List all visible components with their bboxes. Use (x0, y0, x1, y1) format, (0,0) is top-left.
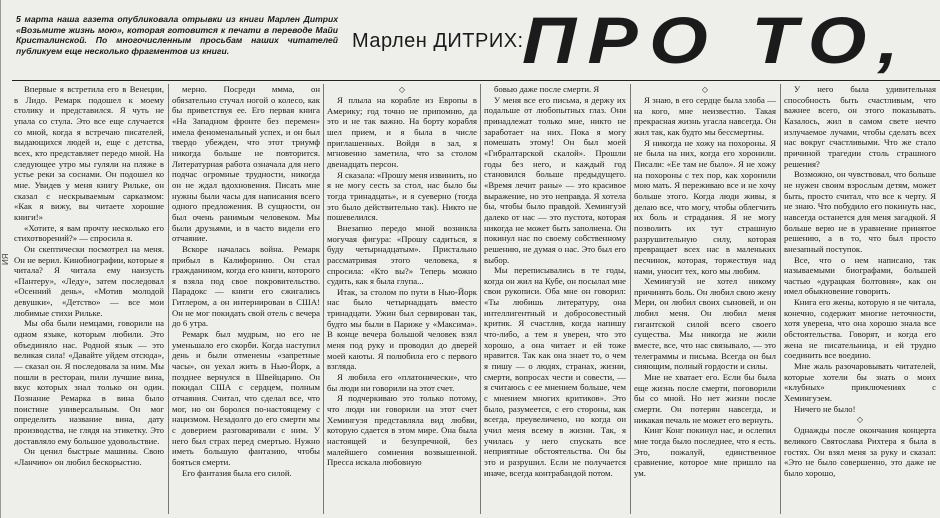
section-separator: ◇ (856, 415, 864, 425)
paragraph: Впервые я встретила его в Венеции, в Лидо. Ремарк подошел к моему столику и представился. Я чуть не упала со стула. Это все еще случается со мной, когда я встречаю писателей, выдающихся людей и, еще с детства, всех, кто представляет передо мной. На следующее утро мы гуляли на пляже в устье реки за соснами. Он подошел ко мне. Увидев у меня книгу Рильке, он сказал с нескрываемым сарказмом: «Как я вижу, вы читаете хорошие книги!» (14, 84, 164, 222)
column-divider (323, 84, 324, 514)
paragraph: Книга его жены, которую я не читала, конечно, содержит многие неточности, хотя уверена, что она хорошо знала все обстоятельства. Говорят, и когда его жена не писательница, и ей трудно соединить все воедино. (784, 297, 936, 361)
header-rule (12, 80, 940, 81)
paragraph: У него была удивительная способность быть счастливым, что важнее всего, он этого показывать. Казалось, жил в самом свете нечто излучаемое лучами, чтобы сделать всех нас вокруг счастливыми. Что же стало причиной трагедии столь страшного решения? (784, 84, 936, 169)
paragraph: Хемингуэй не хотел никому причинять боль. Он любил свою жену Мери, он любил своих сыновей, и он любил меня. Он любил меня гигантской силой всего своего существа. Мы никогда не жили вместе, все, что нас связывало, — это телеграммы и письма. Всегда он был сияющим, полный гордости и силы. (634, 276, 776, 372)
column-divider (780, 84, 781, 514)
text-column-6 (784, 84, 936, 514)
column-divider (168, 84, 169, 514)
paragraph: Кинг Конг покинул нас, и ослепил мне тогда было последнее, что я есть. Это, пожалуй, единственное сравнение, которое мне пришло на ум. (634, 425, 776, 478)
text-column-4 (484, 84, 626, 514)
paragraph: бовью даже после смерти. Я (494, 84, 600, 94)
paragraph: Внезапно передо мной возникла могучая фигура: «Прошу садиться, я буду четырнадцатым». Пристально рассматривая этого человека, я спросила: «Кто вы?» Теперь можно судить, как я была глупа... (327, 222, 477, 287)
paragraph: Он скептически посмотрел на меня. Он не верил. Кинобиографии, которые я читала? Я читала ему наизусть «Пантеру», «Леду», затем последовал «Осенний день», «Мотив молодой девушки», «Детство» — все мои любимые стихи Рильке. (14, 243, 164, 318)
paragraph: Ничего не было! (794, 403, 856, 414)
text-column-5 (634, 84, 776, 514)
paragraph: Мне не хватает его. Если бы была еще жизнь после смерти, поговорили бы со мной. Но нет жизни после смерти. Он потерян навсегда, и никакая печаль не может его вернуть. (634, 372, 776, 425)
paragraph: Ремарк был мудрым, но его не уменьшало его скорби. Когда наступил день и были отменены «запретные часы», он уехал жить в Нью-Йорк, а позднее вернулся в Швейцарию. Он покидал США с сердцем, полным отчаяния. Считал, что сделал все, что мог, но он боролся по-настоящему с нацизмом. Незадолго до его смерти мы с доверием разговаривали с ним. У него был страх перед смертью. Нужно иметь большую фантазию, чтобы бояться смерти. (172, 329, 320, 467)
headline: ПРО ТО, (522, 3, 910, 77)
paragraph: Я плыла на корабле из Европы в Америку; год точно не припомню, да это и не так важно. На борту корабля шел прием, и я была в числе приглашенных. Войдя в зал, я мгновенно заметила, что за столом двенадцать персон. (327, 95, 477, 169)
text-column-3 (327, 84, 477, 514)
paragraph: Я никогда не хожу на похороны. Я не была на них, когда его хоронили. Писали: «Ее там не было». Я не хожу на похороны с тех пор, как хоронили мою мать. Я переживаю все и не хочу больше этого. Когда люди живы, я делаю все, что могу, чтобы облегчить их боль и страдания. Я не могу позволить их тут страшную разрушительную силу, которая превращает всех нас в маленьких песчинок, которая, торжествуя над нами, уносит тех, кого мы любим. (634, 137, 776, 276)
paragraph: Я любила его «платонически», что бы люди ни говорили на этот счет. (327, 372, 477, 393)
paragraph: Я сказала: «Прошу меня извинить, но я не могу сесть за стол, нас было бы тогда тринадцать», и я суеверно (тогда это было действительно так). Никто не пошевелился. (327, 169, 477, 223)
page-edge-strip: ИЯ (0, 0, 11, 518)
paragraph: Он ценил быстрые машины. Свою «Ланчию» он любил бескорыстно. (14, 446, 164, 467)
paragraph: мерно. Посреди ммма, он обязательно стучал ногой о колесо, как бы приветствуя ее. Его первая книга «На Западном фронте без перемен» имела феноменальный успех, и он был твердо убежден, что этот триумф никогда больше не повторится. Литературная работа означала для него подчас огромные трудности, никогда он не ждал вдохновения. Писать мне нужны были часы для написания всего одного предложения. В сущности, он был очень ранимым человеком. Мы были друзьями, и в часто видели его отчаяние. (172, 84, 320, 244)
paragraph: Мне жаль разочаровывать читателей, которые хотели бы знать о моих «клубных» приключениях с Хемингуэем. (784, 361, 936, 404)
paragraph: Мы оба были немцами, говорили на одном языке, которым любили. Это объединяло нас. Родной язык — это великая сила! «Давайте уйдем отсюда», — сказал он. Я последовала за ним. Мы пошли в ресторан, пили лучшие вина, вкус которых знал только он один. Познание Ремарка в вина было поистине универсальным. Он мог определить название вина, дату производства, не глядя на этикетку. Это доставляло ему большое удовольствие. (14, 318, 164, 446)
paragraph: У меня все его письма, я держу их подальше от любопытных глаз. Они принадлежат только мне, никто не заработает на них. Пока я могу помешать этому! Он был моей «Гибралтарской скалой». Прошли годы без него, и каждый год становился больше предыдущего. «Время лечит раны» — это красивое выражение, но это неправда. Я хотела бы, чтобы было правдой. Хемингуэй далеко от нас — это пустота, которая никогда не может быть заполнена. Он покинул нас по своему собственному решению, не думая о нас. Это был его выбор. (484, 94, 626, 265)
section-separator: ◇ (701, 85, 709, 94)
intro-paragraph: 5 марта наша газета опубликовала отрывки из книги Марлен Дитрих «Возьмите жизнь мою», которая готовится к печати в переводе Майи Кристалинской. По многочисленным просьбам наших читателей публикуем еще несколько фрагментов из книги. (16, 14, 338, 56)
paragraph: Возможно, он чувствовал, что больше не нужен своим взрослым детям, может быть, просто считал, что все к черту. Я не знаю. Что побудило его покинуть нас, навсегда останется для меня загадкой. Я больше верю не в уравнение принятое решению, а в то, что был просто внезапный поступок. (784, 169, 936, 254)
text-column-1 (14, 84, 164, 514)
paragraph: Мы переписывались в те годы, когда он жил на Кубе, он посылал мне свои рукописи. Оба мне он говорил: «Ты любишь литературу, она интеллигентный и добросовестный критик. Я счастлив, когда напишу что-либо, а тем я уверен, что это хорошо, а она читает и ей тоже нравится. Так как она знает то, о чем я пишу — о людях, странах, жизни, смерти, вопросах чести и совести, — я считаюсь с ее мнением больше, чем с мнением многих критиков». Это было, разумеется, с его стороны, как всегда, преувеличено, но когда он учил меня всему в жизни. Так, я училась у него спускать все неприятные обстоятельства. Он бы это и разрушил. Если не получается иначе, всегда контрабандой потом. (484, 265, 626, 478)
text-column-2 (172, 84, 320, 514)
paragraph: «Хотите, я вам прочту несколько его стихотворений?» — спросила я. (14, 222, 164, 244)
column-divider (480, 84, 481, 514)
author-name: Марлен ДИТРИХ: (352, 30, 524, 52)
paragraph: Итак, за столом по пути в Нью-Йорк нас было четырнадцать вместо тринадцати. Ужин был сервирован так, будто мы были в Париже у «Максима». В конце вечера большой человек взял меня под руку и проводил до дверей моей каюты. Я полюбила его с первого взгляда. (327, 286, 477, 372)
paragraph: Все, что о нем написано, так называемыми биографами, большей частью «дурацкая болтовня», как он имел обыкновение говорить. (784, 254, 936, 297)
paragraph: Вскоре началась война. Ремарк прибыл в Калифорнию. Он стал гражданином, когда его книги, которого я взяла под свое покровительство. Парадокс — книги его сжигались Гитлером, а он интернирован в США! Он не мог покидать свой отель с вечера до 6 утра. (172, 243, 320, 329)
paragraph: Я знаю, в его сердце была злоба — на кого, мне неизвестно. Такая прекрасная жизнь угасла навсегда. Он жил так, как будто мы бессмертны. (634, 95, 776, 137)
column-divider (630, 84, 631, 514)
paragraph: Я подчеркиваю это только потому, что люди ни говорили на этот счет Хемингуэя представляла вид любви, которую сдается в этом мире. Она была настоящей и безупречной, без малейшего сомнения возвышенной. Пресса искала любовную (327, 393, 477, 468)
section-separator: ◇ (398, 85, 406, 94)
paragraph: Однажды после окончания концерта великого Святослава Рихтера я была в гостях. Он взял меня за руку и сказал: «Это не было совершенно, это даже не было хорошо, (784, 425, 936, 478)
paragraph: Его фантазия была его силой. (182, 467, 292, 478)
